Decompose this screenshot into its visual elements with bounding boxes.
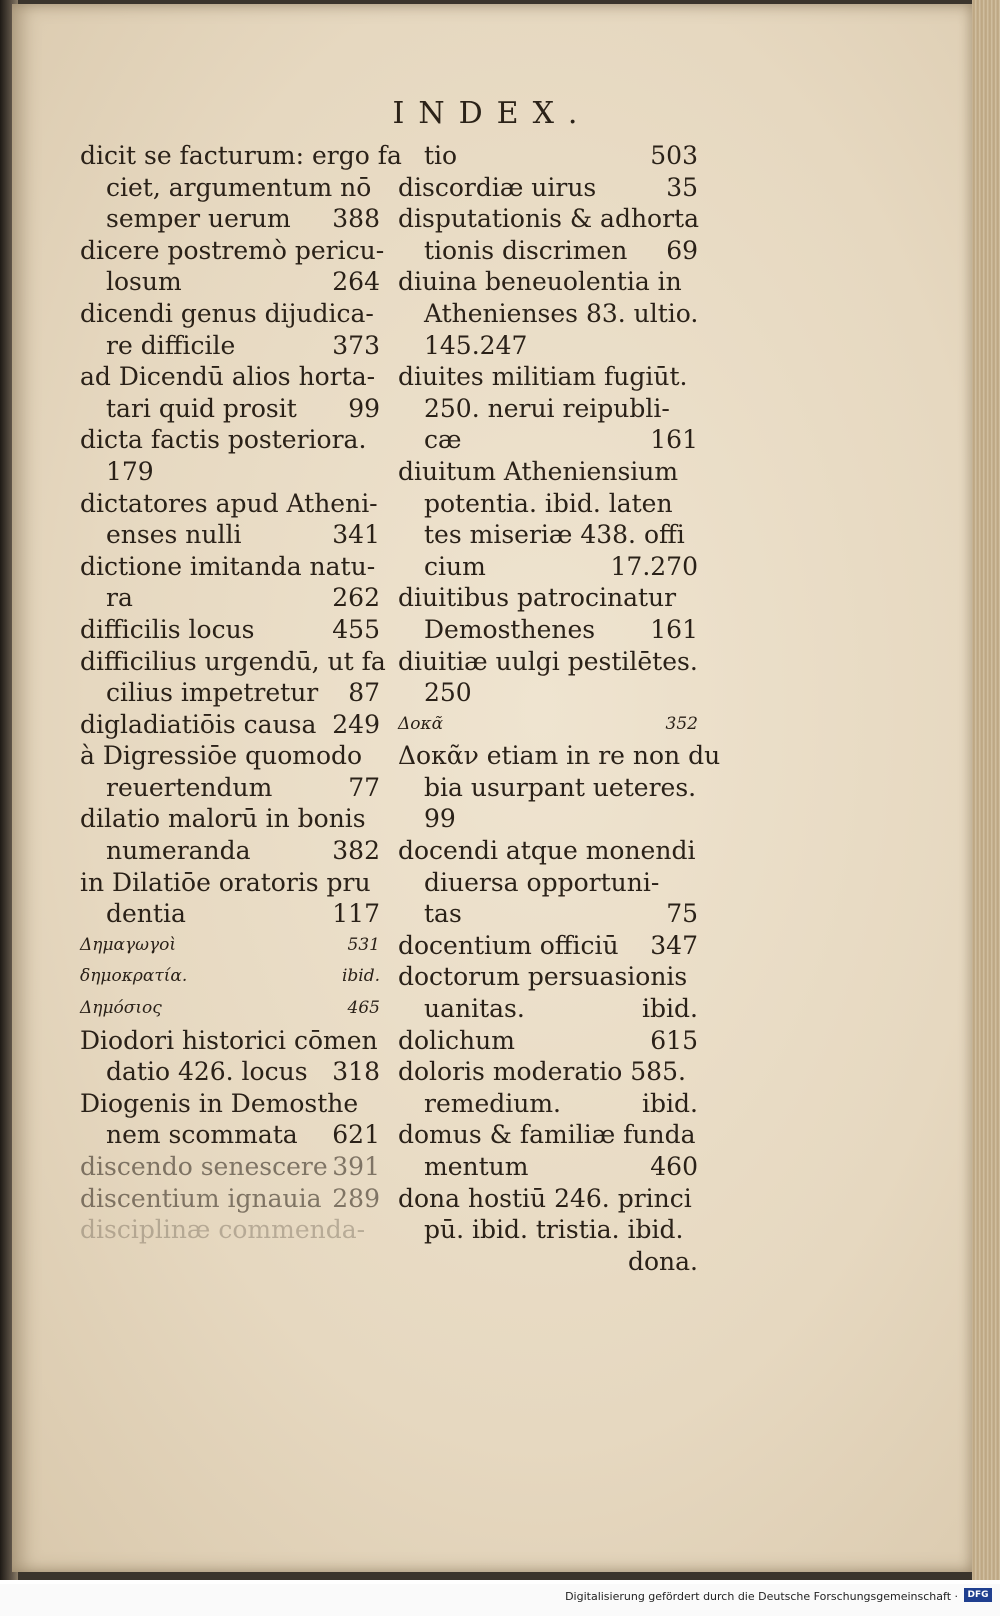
entry-text: losum xyxy=(106,267,182,297)
entry-text: numeranda xyxy=(106,836,251,866)
entry-page-ref: 347 xyxy=(650,930,698,960)
entry-text: Δοκᾶ xyxy=(398,713,444,734)
index-entry xyxy=(398,488,698,520)
index-entry xyxy=(80,740,380,772)
entry-text: dicta factis posteriora. xyxy=(80,425,367,455)
index-entry xyxy=(80,772,380,804)
index-column-left xyxy=(80,140,402,1246)
entry-text: 179 xyxy=(106,456,154,486)
index-entry xyxy=(80,930,380,962)
index-entry xyxy=(398,551,698,583)
entry-text: disputationis & adhorta xyxy=(398,204,700,234)
entry-text: remedium. xyxy=(424,1088,561,1118)
entry-text: tionis discrimen xyxy=(424,235,628,265)
entry-text: dilatio malorū in bonis xyxy=(80,804,366,834)
entry-text: in Dilatiōe oratoris pru xyxy=(80,867,371,897)
index-entry xyxy=(80,835,380,867)
entry-page-ref: 77 xyxy=(348,772,380,802)
entry-text: diuitibus patrocinatur xyxy=(398,583,677,613)
entry-page-ref: 465 xyxy=(347,998,380,1019)
index-entry xyxy=(80,172,380,204)
entry-text: cæ xyxy=(424,425,462,455)
entry-text: discordiæ uirus xyxy=(398,172,597,202)
entry-text: digladiatiōis causa xyxy=(80,709,317,739)
entry-page-ref: 99 xyxy=(348,393,380,423)
index-entry xyxy=(80,993,380,1025)
index-entry xyxy=(80,488,380,520)
entry-page-ref: 17.270 xyxy=(610,551,698,581)
dfg-logo: DFG xyxy=(964,1588,992,1602)
entry-page-ref: 391 xyxy=(332,1152,380,1181)
index-entry xyxy=(398,677,698,709)
index-entry xyxy=(80,709,380,741)
index-entry xyxy=(398,740,721,772)
entry-page-ref: 388 xyxy=(332,204,380,234)
entry-text: 99 xyxy=(424,804,456,834)
index-entry xyxy=(398,1025,698,1057)
index-entry xyxy=(398,867,698,899)
entry-text: difficilius urgendū, ut fa xyxy=(80,646,386,676)
entry-text: tio xyxy=(424,141,458,170)
entry-text: δημοκρατία. xyxy=(80,966,188,987)
entry-page-ref: 460 xyxy=(650,1152,698,1181)
index-entry xyxy=(398,961,698,993)
entry-text: tari quid prosit xyxy=(106,393,297,423)
entry-text: reuertendum xyxy=(106,772,273,802)
index-entry xyxy=(80,898,380,930)
index-entry xyxy=(80,330,380,362)
entry-text: dolichum xyxy=(398,1025,515,1055)
entry-text: ciet, argumentum nō xyxy=(106,172,372,202)
index-entry xyxy=(398,803,698,835)
entry-page-ref: ibid. xyxy=(341,966,380,987)
index-entry xyxy=(80,961,380,993)
entry-text: dicendi genus dijudica- xyxy=(80,298,374,328)
index-entry xyxy=(398,361,698,393)
entry-text: docendi atque monendi xyxy=(398,836,696,866)
entry-text: difficilis locus xyxy=(80,614,255,644)
entry-page-ref: 161 xyxy=(650,425,698,455)
entry-text: Demosthenes xyxy=(424,614,596,644)
index-entry xyxy=(398,1056,698,1088)
entry-text: diuitiæ uulgi pestilētes. xyxy=(398,646,698,676)
entry-text: Diogenis in Demosthe xyxy=(80,1088,359,1118)
index-entry xyxy=(398,1119,698,1151)
index-entry xyxy=(398,298,698,330)
page-header: INDEX. xyxy=(392,96,592,131)
entry-text: re difficile xyxy=(106,330,236,360)
entry-text: ra xyxy=(106,583,133,613)
entry-text: à Digressiōe quomodo xyxy=(80,741,363,771)
index-entry xyxy=(80,1056,380,1088)
entry-text: semper uerum xyxy=(106,204,291,234)
entry-page-ref: 531 xyxy=(347,934,380,955)
entry-text: Δημαγωγοὶ xyxy=(80,934,177,955)
entry-text: dona hostiū 246. princi xyxy=(398,1183,692,1213)
entry-page-ref: 75 xyxy=(666,899,698,929)
index-entry xyxy=(80,1025,380,1057)
index-entry xyxy=(80,203,380,235)
entry-text: ad Dicendū alios horta- xyxy=(80,362,376,392)
index-entry xyxy=(398,646,698,678)
entry-text: 145.247 xyxy=(424,330,528,360)
entry-page-ref: ibid. xyxy=(642,994,698,1024)
index-entry xyxy=(80,867,380,899)
footer-credit: Digitalisierung gefördert durch die Deutsche Forschungsgemeinschaft · xyxy=(565,1590,958,1603)
index-entry xyxy=(398,614,698,646)
index-entry xyxy=(398,140,698,172)
index-entry xyxy=(398,330,698,362)
index-entry xyxy=(80,266,380,298)
book-page xyxy=(12,4,972,1572)
index-entry xyxy=(398,235,698,267)
entry-page-ref: 161 xyxy=(650,614,698,644)
entry-text: diuersa opportuni- xyxy=(424,867,660,897)
index-entry xyxy=(398,1214,698,1246)
page-edges xyxy=(972,0,1000,1580)
index-entry xyxy=(80,646,386,678)
entry-text: dicit se facturum: ergo fa xyxy=(80,141,402,170)
entry-text: dicere postremò pericu- xyxy=(80,235,385,265)
index-entry xyxy=(80,1183,380,1215)
entry-page-ref: 35 xyxy=(666,172,698,202)
entry-text: 250 xyxy=(424,678,472,708)
index-entry xyxy=(398,1088,698,1120)
index-entry xyxy=(398,1246,698,1278)
index-entry xyxy=(80,614,380,646)
entry-page-ref: 621 xyxy=(332,1120,380,1150)
index-entry xyxy=(80,424,380,456)
entry-text: diuites militiam fugiūt. xyxy=(398,362,688,392)
entry-page-ref: 249 xyxy=(332,709,380,739)
footer-bar xyxy=(0,1584,1000,1616)
index-entry xyxy=(80,140,402,172)
entry-text: Diodori historici cōmen xyxy=(80,1025,378,1055)
entry-page-ref: 87 xyxy=(348,678,380,708)
index-entry xyxy=(398,172,698,204)
index-entry xyxy=(398,424,698,456)
entry-text: Δημόσιος xyxy=(80,998,162,1019)
entry-text: cilius impetretur xyxy=(106,678,319,708)
index-entry xyxy=(80,1088,380,1120)
entry-text: Athenienses 83. ultio. xyxy=(424,298,699,328)
index-entry xyxy=(80,519,380,551)
entry-text: mentum xyxy=(424,1152,529,1181)
entry-page-ref: 615 xyxy=(650,1025,698,1055)
entry-text: dentia xyxy=(106,899,186,929)
index-entry xyxy=(398,203,698,235)
index-entry xyxy=(398,930,698,962)
entry-text: disciplinæ commenda- xyxy=(80,1215,366,1245)
entry-text: nem scommata xyxy=(106,1120,298,1150)
entry-page-ref: 382 xyxy=(332,836,380,866)
entry-page-ref: dona. xyxy=(627,1246,698,1276)
entry-page-ref: 373 xyxy=(332,330,380,360)
entry-text: dictione imitanda natu- xyxy=(80,551,376,581)
entry-text: enses nulli xyxy=(106,520,242,550)
entry-text: uanitas. xyxy=(424,994,525,1024)
entry-text: tes miseriæ 438. offi xyxy=(424,520,685,550)
entry-page-ref: 117 xyxy=(332,899,380,929)
entry-text: discentium ignauia xyxy=(80,1183,322,1213)
entry-page-ref: 503 xyxy=(650,141,698,170)
entry-page-ref: 455 xyxy=(332,614,380,644)
index-entry xyxy=(398,393,698,425)
entry-page-ref: 352 xyxy=(665,713,698,734)
index-entry xyxy=(80,235,385,267)
index-entry xyxy=(398,582,698,614)
entry-text: Δοκᾶν etiam in re non du xyxy=(398,741,721,771)
index-entry xyxy=(80,803,380,835)
entry-text: tas xyxy=(424,899,462,929)
entry-text: potentia. ibid. laten xyxy=(424,488,673,518)
index-entry xyxy=(398,1183,698,1215)
index-entry xyxy=(80,677,380,709)
entry-page-ref: 262 xyxy=(332,583,380,613)
entry-text: dictatores apud Atheni- xyxy=(80,488,378,518)
entry-text: diuitum Atheniensium xyxy=(398,456,679,486)
index-entry xyxy=(398,456,698,488)
entry-text: 250. nerui reipubli- xyxy=(424,393,670,423)
index-entry xyxy=(398,993,698,1025)
entry-text: docentium officiū xyxy=(398,930,619,960)
entry-text: diuina beneuolentia in xyxy=(398,267,682,297)
entry-page-ref: 264 xyxy=(332,267,380,297)
index-entry xyxy=(80,298,380,330)
index-entry xyxy=(398,1151,698,1183)
index-entry xyxy=(398,898,698,930)
index-entry xyxy=(80,582,380,614)
index-entry xyxy=(80,1214,380,1246)
entry-text: domus & familiæ funda xyxy=(398,1120,696,1150)
entry-text: doloris moderatio 585. xyxy=(398,1057,686,1087)
entry-page-ref: 289 xyxy=(332,1183,380,1213)
entry-text: datio 426. locus xyxy=(106,1057,308,1087)
index-entry xyxy=(398,835,698,867)
entry-text: doctorum persuasionis xyxy=(398,962,688,992)
index-entry xyxy=(398,519,698,551)
entry-text: discendo senescere xyxy=(80,1152,328,1181)
entry-page-ref: 341 xyxy=(332,520,380,550)
index-entry xyxy=(398,266,698,298)
entry-text: pū. ibid. tristia. ibid. xyxy=(424,1215,684,1245)
entry-page-ref: 69 xyxy=(666,235,698,265)
index-entry xyxy=(398,709,698,741)
index-entry xyxy=(80,456,380,488)
index-entry xyxy=(80,1119,380,1151)
entry-text: cium xyxy=(424,551,486,581)
entry-text: bia usurpant ueteres. xyxy=(424,772,697,802)
index-entry xyxy=(398,772,698,804)
index-entry xyxy=(80,551,380,583)
entry-page-ref: ibid. xyxy=(642,1088,698,1118)
index-entry xyxy=(80,393,380,425)
index-column-right xyxy=(398,140,721,1277)
entry-page-ref: 318 xyxy=(332,1057,380,1087)
index-entry xyxy=(80,361,380,393)
index-entry xyxy=(80,1151,380,1183)
